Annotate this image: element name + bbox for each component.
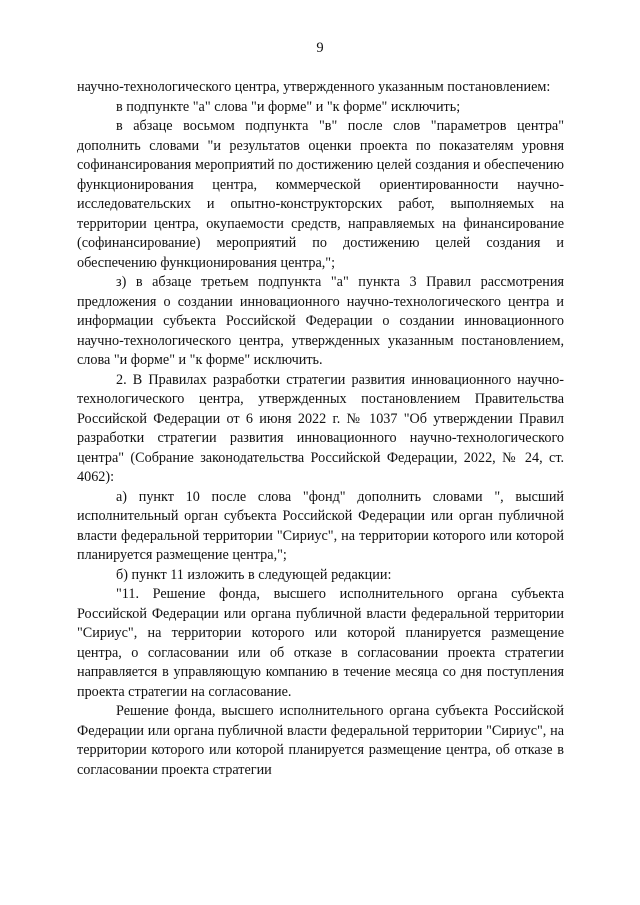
page-number: 9 (316, 40, 324, 56)
paragraph: в подпункте "а" слова "и форме" и "к форме" исключить; (116, 98, 461, 115)
paragraph: Решение фонда, высшего исполнительного органа субъекта Российской Федерации или органа публичной власти федеральной территории "Сириус", на территории которого или которой планируется размещение центра, об отказе в согласовании проекта стратегии (77, 703, 564, 778)
paragraph: "11. Решение фонда, высшего исполнительного органа субъекта Российской Федерации или органа публичной власти федеральной территории "Сириус", на территории которого или которой планируется размещение центра, о согласовании или об отказе в согласовании проекта стратегии направляется в управляющую компанию в течение месяца со дня поступления проекта стратегии на согласование. (77, 586, 564, 700)
paragraph: в абзаце восьмом подпункта "в" после слов "параметров центра" дополнить словами "и результатов оценки проекта по показателям уровня софинансирования мероприятий по достижению целей создания и обеспечению функционирования центра, коммерческой ориентированности научно-исследовательских и опытно-конструкторских работ, выполняемых на территории центра, окупаемости средств, направляемых на финансирование (софинансирование) мероприятий по достижению целей создания и обеспечению функционирования центра,"; (77, 118, 564, 271)
paragraph: научно-технологического центра, утвержденного указанным постановлением: (77, 79, 551, 95)
paragraph: з) в абзаце третьем подпункта "а" пункта 3 Правил рассмотрения предложения о создании инновационного научно-технологического центра и информации субъекта Российской Федерации о создании инновационного научно-технологического центра, утвержденных указанным постановлением, слова "и форме" и "к форме" исключить. (77, 274, 564, 368)
paragraph: а) пункт 10 после слова "фонд" дополнить словами ", высший исполнительный орган субъекта Российской Федерации или орган публичной власти федеральной территории "Сириус", на территории которого или которой планируется размещение центра,"; (77, 488, 564, 563)
paragraph: 2. В Правилах разработки стратегии развития инновационного научно-технологического центра, утвержденных постановлением Правительства Российской Федерации от 6 июня 2022 г. № 1037 "Об утверждении Правил разработки стратегии развития инновационного научно-технологического центра" (Собрание законодательства Российской Федерации, 2022, № 24, ст. 4062): (77, 371, 564, 485)
document-body (77, 78, 564, 780)
paragraph: б) пункт 11 изложить в следующей редакции: (116, 566, 392, 583)
